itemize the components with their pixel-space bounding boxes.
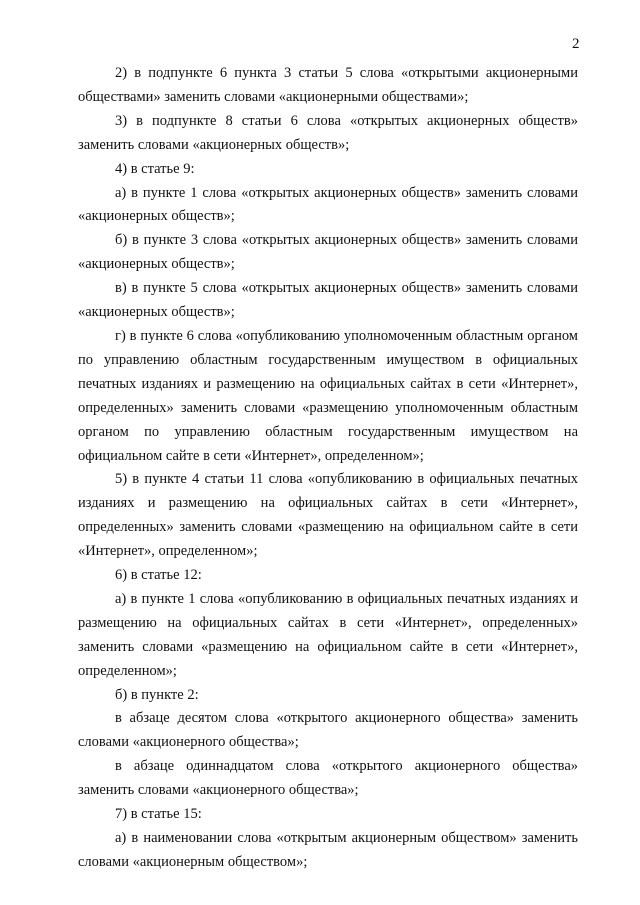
paragraph: б) в пункте 3 слова «открытых акционерных обществ» заменить словами «акционерных обществ»; [78, 232, 578, 273]
paragraph: в) в пункте 5 слова «открытых акционерных обществ» заменить словами «акционерных обществ»; [78, 280, 578, 321]
paragraph: 4) в статье 9: [115, 160, 195, 177]
paragraph: а) в наименовании слова «открытым акционерным обществом» заменить словами «акционерным обществом»; [78, 830, 578, 870]
paragraph: в абзаце десятом слова «открытого акционерного общества» заменить словами «акционерного общества»; [78, 710, 578, 751]
paragraph: а) в пункте 1 слова «открытых акционерных обществ» заменить словами «акционерных обществ»; [78, 184, 578, 225]
document-body [78, 62, 578, 875]
paragraph: в абзаце одиннадцатом слова «открытого акционерного общества» заменить словами «акционерного общества»; [78, 758, 578, 799]
paragraph: б) в пункте 2: [115, 686, 199, 703]
paragraph: а) в пункте 1 слова «опубликованию в официальных печатных изданиях и размещению на официальных сайтах в сети «Интернет», определенных» заменить словами «размещению на официальном сайте в сети «Интернет», определенном»; [78, 590, 578, 679]
paragraph: 7) в статье 15: [115, 806, 202, 823]
paragraph: г) в пункте 6 слова «опубликованию уполномоченным областным органом по управлению областным государственным имуществом в официальных печатных изданиях и размещению на официальных сайтах в сети «Интернет», определенных» заменить словами «размещению уполномоченным областным органом по управлению областным государственным имуществом на официальном сайте в сети «Интернет», определенном»; [78, 327, 578, 464]
paragraph: 3) в подпункте 8 статьи 6 слова «открытых акционерных обществ» заменить словами «акционерных обществ»; [78, 112, 578, 153]
paragraph: 5) в пункте 4 статьи 11 слова «опубликованию в официальных печатных изданиях и размещению на официальных сайтах в сети «Интернет», определенных» заменить словами «размещению на официальном сайте в сети «Интернет», определенном»; [78, 471, 578, 560]
page-number: 2 [572, 36, 580, 52]
paragraph: 2) в подпункте 6 пункта 3 статьи 5 слова «открытыми акционерными обществами» заменить словами «акционерными обществами»; [78, 65, 578, 105]
paragraph: 6) в статье 12: [115, 567, 202, 584]
